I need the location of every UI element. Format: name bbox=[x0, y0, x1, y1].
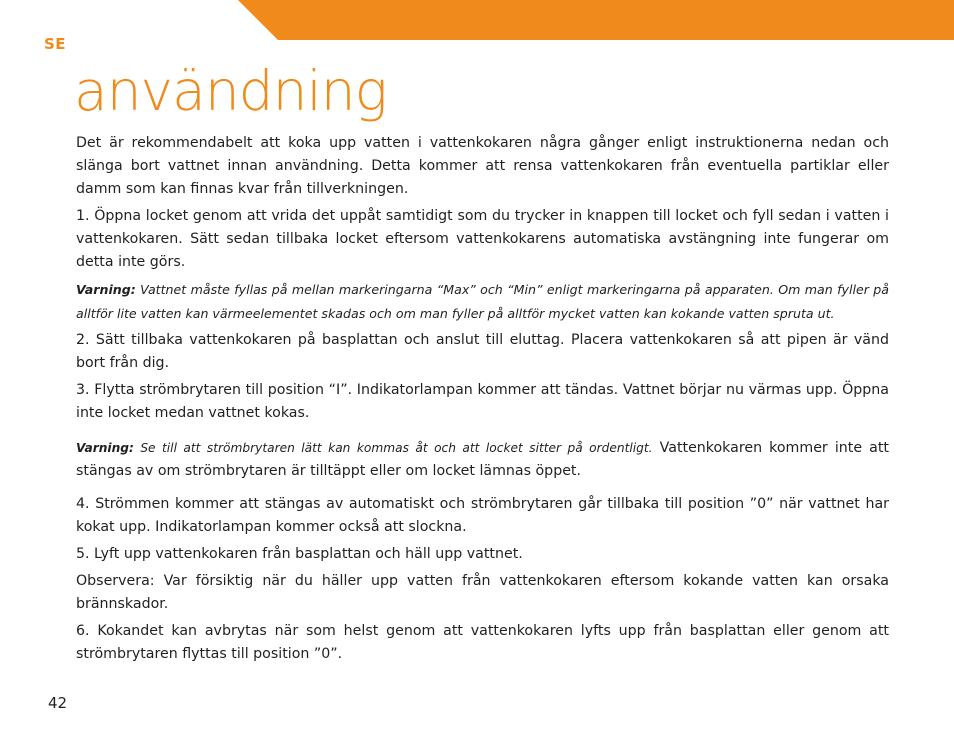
step-6: 6. Kokandet kan avbrytas när som helst genom att vattenkokaren lyfts upp från basplattan eller genom att strömbrytaren flyttas till position ”0”. bbox=[76, 623, 889, 662]
step-2: 2. Sätt tillbaka vattenkokaren på basplattan och anslut till eluttag. Placera vattenkokaren så att pipen är vänd bort från dig. bbox=[76, 332, 889, 371]
warning-2-label: Varning: bbox=[76, 441, 134, 455]
language-tag: SE bbox=[44, 35, 67, 53]
warning-1-text: Vattnet måste fyllas på mellan markeringarna “Max” och “Min” enligt markeringarna på apparaten. Om man fyller på alltför lite vatten kan värmeelementet skadas och om man fyller på alltför mycket vatten kan kokande vatten spruta ut. bbox=[76, 282, 889, 321]
step-1: 1. Öppna locket genom att vrida det uppåt samtidigt som du trycker in knappen till locket och fyll sedan i vatten i vattenkokaren. Sätt sedan tillbaka locket eftersom vattenkokarens automatiska avstängning inte fungerar om detta inte görs. bbox=[76, 208, 889, 270]
warning-2-continuation: Vattenkokaren kommer inte att stängas av om strömbrytaren är tilltäppt eller om locket lämnas öppet. bbox=[76, 440, 889, 479]
warning-1-label: Varning: bbox=[76, 282, 136, 297]
step-5: 5. Lyft upp vattenkokaren från basplattan och häll upp vattnet. bbox=[76, 546, 523, 562]
warning-2 bbox=[76, 437, 889, 483]
page-title: användning bbox=[74, 59, 387, 123]
note-paragraph: Observera: Var försiktig när du häller upp vatten från vattenkokaren eftersom kokande vatten kan orsaka brännskador. bbox=[76, 573, 889, 612]
warning-1 bbox=[76, 278, 889, 325]
warning-2-text: Se till att strömbrytaren lätt kan kommas åt och att locket sitter på ordentligt. bbox=[133, 441, 653, 455]
page-number: 42 bbox=[48, 694, 68, 712]
step-4: 4. Strömmen kommer att stängas av automatiskt och strömbrytaren går tillbaka till position ”0” när vattnet har kokat upp. Indikatorlampan kommer också att slockna. bbox=[76, 496, 889, 535]
step-3: 3. Flytta strömbrytaren till position “I”. Indikatorlampan kommer att tändas. Vattnet börjar nu värmas upp. Öppna inte locket medan vattnet kokas. bbox=[76, 382, 889, 421]
intro-paragraph: Det är rekommendabelt att koka upp vatten i vattenkokaren några gånger enligt instruktionerna nedan och slänga bort vattnet innan användning. Detta kommer att rensa vattenkokaren från eventuella partiklar eller damm som kan finnas kvar från tillverkningen. bbox=[76, 135, 889, 197]
header-accent-bar bbox=[0, 0, 954, 40]
instructions-body bbox=[76, 132, 889, 670]
